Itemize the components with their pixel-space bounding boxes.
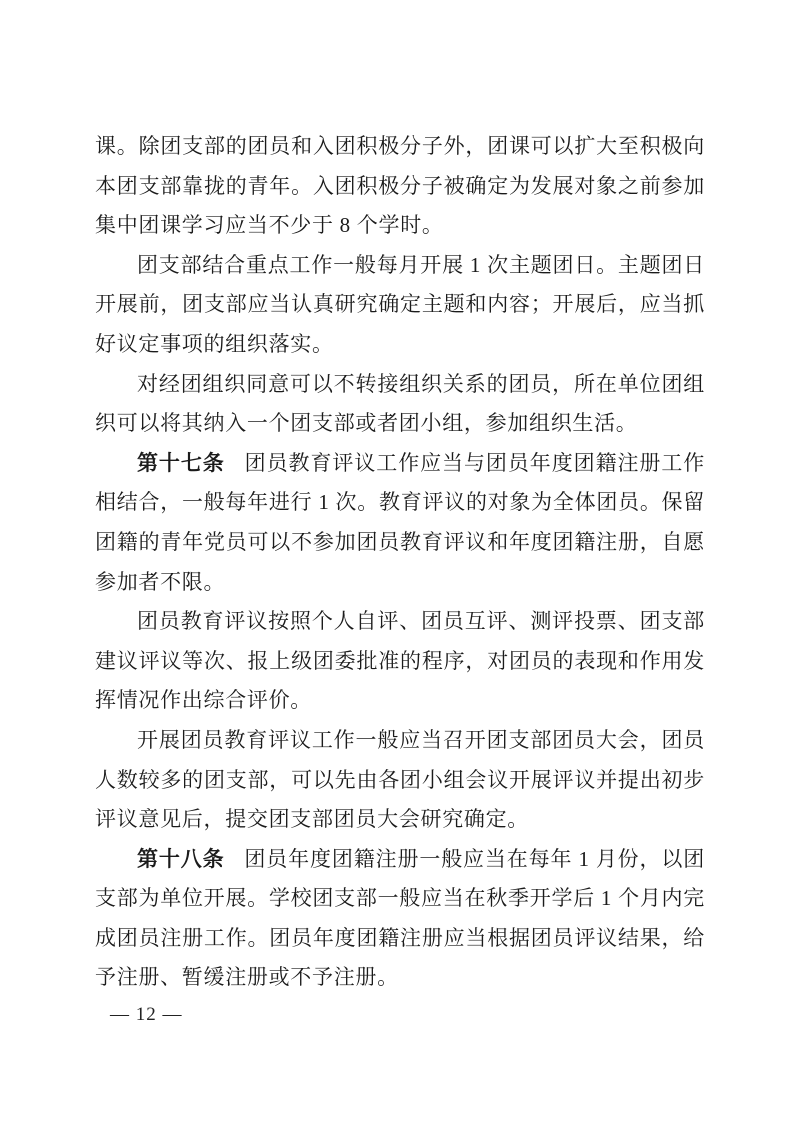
document-body xyxy=(95,127,705,998)
paragraph-text: 对经团组织同意可以不转接组织关系的团员，所在单位团组织可以将其纳入一个团支部或者团小组，参加组织生活。 xyxy=(95,371,705,436)
paragraph-text: 团员教育评议按照个人自评、团员互评、测评投票、团支部建议评议等次、报上级团委批准的程序，对团员的表现和作用发挥情况作出综合评价。 xyxy=(95,609,705,713)
paragraph-text: 团员教育评议工作应当与团员年度团籍注册工作相结合，一般每年进行 1 次。教育评议的对象为全体团员。保留团籍的青年党员可以不参加团员教育评议和年度团籍注册，自愿参加者不限。 xyxy=(95,450,705,594)
article-number-18: 第十八条 xyxy=(137,847,225,871)
paragraph-text: 团支部结合重点工作一般每月开展 1 次主题团日。主题团日开展前，团支部应当认真研究确定主题和内容；开展后，应当抓好议定事项的组织落实。 xyxy=(95,252,705,356)
paragraph xyxy=(95,127,705,246)
paragraph-text: 开展团员教育评议工作一般应当召开团支部团员大会，团员人数较多的团支部，可以先由各团小组会议开展评议并提出初步评议意见后，提交团支部团员大会研究确定。 xyxy=(95,727,705,832)
paragraph xyxy=(95,246,705,365)
article-number-17: 第十七条 xyxy=(137,451,225,475)
paragraph xyxy=(95,365,705,444)
paragraph-text: 课。除团支部的团员和入团积极分子外，团课可以扩大至积极向本团支部靠拢的青年。入团积极分子被确定为发展对象之前参加集中团课学习应当不少于 8 个学时。 xyxy=(95,134,705,238)
paragraph xyxy=(95,840,705,998)
page-number: — 12 — xyxy=(110,1004,183,1025)
paragraph xyxy=(95,444,705,602)
paragraph-text: 团员年度团籍注册一般应当在每年 1 月份，以团支部为单位开展。学校团支部一般应当在秋季开学后 1 个月内完成团员注册工作。团员年度团籍注册应当根据团员评议结果，给予注册、暂缓注册或不予注册。 xyxy=(95,846,705,990)
paragraph xyxy=(95,602,705,721)
paragraph xyxy=(95,721,705,840)
